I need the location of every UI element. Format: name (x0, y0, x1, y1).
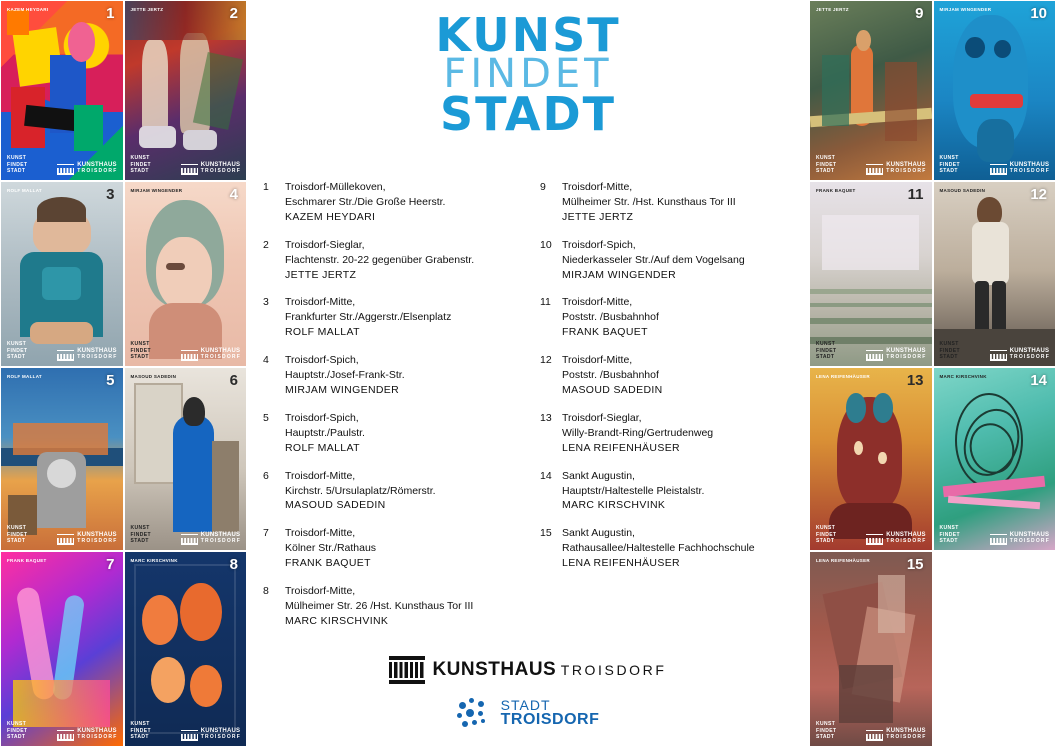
poster-brand (181, 348, 241, 361)
list-item (540, 526, 793, 571)
entry-body (562, 469, 793, 514)
entry-artist: MARC KIRSCHVINK (562, 499, 666, 512)
poster-kfs-label: KUNST FINDET STADT (130, 721, 151, 740)
poster-number: 6 (229, 372, 238, 389)
entry-line-1: Troisdorf-Mitte, (285, 469, 356, 482)
list-item (540, 469, 793, 514)
logo-line-2: FINDET (443, 51, 613, 98)
entry-index: 5 (263, 411, 269, 424)
kunsthaus-icon (57, 534, 74, 545)
entry-line-1: Troisdorf-Spich, (285, 411, 359, 424)
entry-index: 3 (263, 296, 269, 309)
list-item (263, 411, 516, 456)
list-item (263, 526, 516, 571)
entry-line-2: Poststr. /Busbahnhof (562, 369, 659, 382)
poster-brand (990, 162, 1050, 175)
entry-line-2: Mülheimer Str. 26 /Hst. Kunsthaus Tor III (285, 599, 474, 612)
poster-12[interactable] (933, 181, 1056, 367)
entry-line-2: Hauptstr./Josef-Frank-Str. (285, 369, 405, 382)
brand-top: KUNSTHAUS (77, 728, 117, 735)
kunsthaus-icon (57, 350, 74, 361)
poster-artist-label: LENA REIFENHÄUSER (816, 374, 870, 379)
entry-artist: MIRJAM WINGENDER (562, 268, 677, 281)
list-item (263, 469, 516, 514)
entry-artist: LENA REIFENHÄUSER (562, 441, 680, 454)
poster-artist-label: JETTE JERTZ (130, 7, 164, 12)
kunsthaus-icon (866, 534, 883, 545)
poster-column-left (0, 0, 247, 747)
poster-brand (866, 728, 926, 741)
poster-brand (990, 348, 1050, 361)
kunsthaus-icon (181, 730, 198, 741)
kunsthaus-icon (866, 730, 883, 741)
entry-line-2: Kölner Str./Rathaus (285, 542, 377, 555)
poster-kfs-label: KUNST FINDET STADT (816, 525, 837, 544)
kunsthaus-icon (181, 164, 198, 175)
event-logo (261, 0, 795, 142)
entry-line-2: Rathausallee/Haltestelle Fachhochschule (562, 542, 755, 555)
list-item (263, 238, 516, 283)
poster-brand (57, 162, 117, 175)
poster-kfs-label: KUNST FINDET STADT (939, 525, 960, 544)
entry-line-1: Troisdorf-Mitte, (285, 585, 356, 598)
poster-number: 5 (106, 372, 115, 389)
entry-body (562, 353, 793, 398)
entry-index: 6 (263, 469, 269, 482)
poster-number: 14 (1030, 372, 1047, 389)
poster-artist-label: MASOUD SADEDIN (939, 188, 986, 193)
poster-artist-label: MIRJAM WINGENDER (939, 7, 992, 12)
brand-bottom: TROISDORF (1009, 168, 1050, 175)
poster-artist-label: ROLF MALLAT (7, 188, 42, 193)
poster-kfs-label: KUNST FINDET STADT (939, 341, 960, 360)
entry-artist: MIRJAM WINGENDER (285, 383, 400, 396)
entry-artist: ROLF MALLAT (285, 326, 360, 339)
entry-line-1: Troisdorf-Mitte, (562, 181, 633, 193)
poster-7[interactable] (0, 551, 124, 747)
brand-bottom: TROISDORF (886, 354, 927, 361)
poster-number: 12 (1030, 186, 1047, 203)
entry-line-1: Troisdorf-Mitte, (285, 296, 356, 309)
poster-10[interactable] (933, 0, 1056, 181)
poster-brand (57, 728, 117, 741)
brand-bottom: TROISDORF (200, 168, 241, 175)
list-item (263, 180, 516, 225)
city-logo-line-1: STADT (500, 696, 551, 713)
poster-number: 13 (906, 372, 924, 389)
poster-brand (866, 348, 926, 361)
entry-line-2: Hauptstr./Paulstr. (285, 426, 365, 439)
entry-line-2: Flachtenstr. 20-22 gegenüber Grabenstr. (285, 253, 475, 266)
poster-3[interactable] (0, 181, 124, 367)
kunsthaus-icon (389, 656, 425, 684)
location-list (263, 180, 793, 642)
entry-body (562, 411, 793, 456)
logo-line-3: STADT (439, 87, 617, 142)
entry-index: 14 (540, 469, 552, 482)
poster-kfs-label: KUNST FINDET STADT (7, 155, 28, 174)
brand-top: KUNSTHAUS (200, 532, 241, 539)
poster-kfs-label: KUNST FINDET STADT (7, 721, 28, 740)
kunsthaus-icon (990, 534, 1007, 545)
kunsthaus-troisdorf-logo (389, 656, 666, 684)
kunsthaus-icon (866, 350, 883, 361)
brand-bottom: TROISDORF (200, 538, 241, 545)
list-item (540, 353, 793, 398)
entry-line-2: Eschmarer Str./Die Große Heerstr. (285, 195, 446, 208)
poster-11[interactable] (809, 181, 933, 367)
entry-artist: LENA REIFENHÄUSER (562, 557, 680, 570)
entry-line-1: Troisdorf-Mitte, (285, 527, 356, 540)
poster-brand (866, 162, 926, 175)
empty-cell (933, 551, 1056, 747)
entry-index: 2 (263, 238, 269, 251)
entry-artist: KAZEM HEYDARI (285, 210, 376, 223)
brand-top: KUNSTHAUS (886, 532, 926, 539)
entry-body (562, 180, 793, 225)
poster-artist-label: KAZEM HEYDARI (7, 7, 49, 12)
city-logo-line-2: TROISDORF (500, 711, 600, 729)
poster-brand (181, 532, 241, 545)
entry-line-2: Poststr. /Busbahnhof (562, 311, 659, 324)
poster-kfs-label: KUNST FINDET STADT (816, 721, 837, 740)
entry-line-1: Troisdorf-Spich, (562, 238, 636, 251)
entry-artist: MARC KIRSCHVINK (285, 614, 389, 627)
poster-kfs-label: KUNST FINDET STADT (939, 155, 960, 174)
poster-artist-label: MARC KIRSCHVINK (130, 558, 178, 563)
poster-kfs-label: KUNST FINDET STADT (816, 341, 837, 360)
poster-kfs-label: KUNST FINDET STADT (130, 341, 151, 360)
list-item (540, 238, 793, 283)
dots-icon (457, 698, 493, 728)
brand-bottom: TROISDORF (77, 354, 118, 361)
entry-body (285, 526, 516, 571)
brand-top: KUNSTHAUS (1009, 532, 1050, 539)
logo-line-1: KUNST (435, 8, 621, 62)
brand-top: KUNSTHAUS (77, 348, 117, 355)
poster-artist-label: ROLF MALLAT (7, 374, 42, 379)
poster-4[interactable] (124, 181, 248, 367)
brand-top: KUNSTHAUS (886, 728, 926, 735)
entry-line-1: Troisdorf-Mitte, (562, 296, 633, 309)
brand-top: KUNSTHAUS (200, 728, 241, 735)
entry-body (285, 238, 516, 283)
stadt-troisdorf-logo (457, 698, 600, 729)
kunsthaus-icon (990, 164, 1007, 175)
poster-kfs-label: KUNST FINDET STADT (7, 525, 28, 544)
poster-number: 2 (229, 5, 238, 22)
poster-artist-label: FRANK BAQUET (7, 558, 47, 563)
poster-artist-label: MARC KIRSCHVINK (939, 374, 987, 379)
brand-bottom: TROISDORF (200, 734, 241, 741)
entry-body (285, 469, 516, 514)
brand-top: KUNSTHAUS (77, 162, 117, 169)
brand-bottom: TROISDORF (886, 538, 927, 545)
entry-body (562, 295, 793, 340)
entry-artist: FRANK BAQUET (562, 326, 648, 339)
list-item (540, 295, 793, 340)
poster-brand (181, 162, 241, 175)
entry-index: 9 (540, 181, 546, 193)
list-item (263, 353, 516, 398)
poster-artist-label: JETTE JERTZ (816, 7, 849, 12)
entry-line-1: Troisdorf-Sieglar, (285, 238, 365, 251)
entry-line-1: Troisdorf-Sieglar, (562, 411, 642, 424)
entry-line-1: Troisdorf-Müllekoven, (285, 181, 386, 193)
poster-number: 3 (106, 186, 115, 203)
entry-line-1: Troisdorf-Spich, (285, 354, 359, 367)
brand-bottom: TROISDORF (1009, 354, 1050, 361)
entry-line-1: Sankt Augustin, (562, 469, 635, 482)
poster-artist-label: FRANK BAQUET (816, 188, 856, 193)
list-item (263, 295, 516, 340)
entry-index: 13 (540, 411, 552, 424)
poster-15[interactable] (809, 551, 933, 747)
brand-top: KUNSTHAUS (200, 348, 241, 355)
brand-bottom: TROISDORF (77, 734, 118, 741)
poster-13[interactable] (809, 367, 933, 551)
list-item (540, 411, 793, 456)
entry-body (285, 180, 516, 225)
kunsthaus-icon (866, 164, 883, 175)
entry-line-2: Hauptstr/Haltestelle Pleistalstr. (562, 484, 705, 497)
poster-kfs-label: KUNST FINDET STADT (130, 525, 151, 544)
entry-index: 11 (540, 296, 551, 309)
entry-index: 12 (540, 354, 552, 367)
poster-number: 7 (106, 556, 115, 573)
poster-number: 9 (915, 5, 924, 22)
poster-5[interactable] (0, 367, 124, 551)
entry-artist: FRANK BAQUET (285, 557, 371, 570)
poster-number: 10 (1030, 5, 1047, 22)
poster-2[interactable] (124, 0, 248, 181)
entry-artist: MASOUD SADEDIN (562, 383, 663, 396)
entry-body (285, 353, 516, 398)
poster-14[interactable] (933, 367, 1056, 551)
entry-artist: JETTE JERTZ (562, 210, 634, 223)
entry-line-2: Niederkasseler Str./Auf dem Vogelsang (562, 253, 745, 266)
list-item (263, 584, 516, 629)
poster-artist-label: LENA REIFENHÄUSER (816, 558, 870, 563)
brand-top: KUNSTHAUS (77, 532, 117, 539)
kunsthaus-icon (181, 534, 198, 545)
entry-line-1: Sankt Augustin, (562, 527, 635, 540)
poster-6[interactable] (124, 367, 248, 551)
center-content (247, 0, 809, 747)
list-item (540, 180, 793, 225)
brand-bottom: TROISDORF (1009, 538, 1050, 545)
poster-artist-label: MIRJAM WINGENDER (130, 188, 183, 193)
brand-top: KUNSTHAUS (886, 162, 926, 169)
entry-index: 4 (263, 354, 269, 367)
brand-bottom: TROISDORF (886, 734, 927, 741)
entry-line-2: Frankfurter Str./Aggerstr./Elsenplatz (285, 311, 452, 324)
poster-kfs-label: KUNST FINDET STADT (816, 155, 837, 174)
poster-brand (866, 532, 926, 545)
entry-body (562, 526, 793, 571)
brand-top: KUNSTHAUS (1009, 348, 1050, 355)
entry-line-2: Kirchstr. 5/Ursulaplatz/Römerstr. (285, 484, 436, 497)
poster-1[interactable] (0, 0, 124, 181)
poster-brand (990, 532, 1050, 545)
brand-bottom: TROISDORF (77, 168, 118, 175)
entry-index: 10 (540, 238, 552, 251)
entry-artist: MASOUD SADEDIN (285, 499, 386, 512)
poster-number: 8 (229, 556, 238, 573)
poster-number: 4 (229, 186, 238, 203)
entry-line-1: Troisdorf-Mitte, (562, 354, 633, 367)
entry-line-2: Willy-Brandt-Ring/Gertrudenweg (562, 426, 714, 439)
kunsthaus-logo-line-1: KUNSTHAUS (432, 659, 557, 681)
entry-body (285, 295, 516, 340)
entry-body (285, 411, 516, 456)
entry-line-2: Mülheimer Str. /Hst. Kunsthaus Tor III (562, 195, 736, 208)
poster-kfs-label: KUNST FINDET STADT (130, 155, 151, 174)
brand-top: KUNSTHAUS (886, 348, 926, 355)
entry-body (562, 238, 793, 283)
poster-brand (181, 728, 241, 741)
kunsthaus-logo-line-2: TROISDORF (560, 662, 667, 679)
poster-number: 15 (906, 556, 924, 573)
poster-artist-label: MASOUD SADEDIN (130, 374, 177, 379)
entry-index: 1 (263, 181, 269, 193)
brand-bottom: TROISDORF (886, 168, 927, 175)
poster-number: 1 (106, 5, 115, 22)
poster-8[interactable] (124, 551, 248, 747)
entry-index: 8 (263, 585, 269, 598)
brand-top: KUNSTHAUS (1009, 162, 1050, 169)
brand-bottom: TROISDORF (77, 538, 118, 545)
entry-index: 7 (263, 527, 269, 540)
entry-artist: JETTE JERTZ (285, 268, 357, 281)
poster-kfs-label: KUNST FINDET STADT (7, 341, 28, 360)
brand-bottom: TROISDORF (200, 354, 241, 361)
entry-body (285, 584, 516, 629)
poster-9[interactable] (809, 0, 933, 181)
entry-index: 15 (540, 527, 552, 540)
poster-column-right (809, 0, 1056, 747)
brand-top: KUNSTHAUS (200, 162, 241, 169)
kunsthaus-icon (990, 350, 1007, 361)
list-item-spacer (540, 584, 793, 629)
poster-brand (57, 532, 117, 545)
kunsthaus-icon (181, 350, 198, 361)
kunsthaus-icon (57, 164, 74, 175)
poster-brand (57, 348, 117, 361)
entry-artist: ROLF MALLAT (285, 441, 360, 454)
poster-number: 11 (907, 186, 924, 203)
footer-logos (247, 656, 809, 729)
kunsthaus-icon (57, 730, 74, 741)
